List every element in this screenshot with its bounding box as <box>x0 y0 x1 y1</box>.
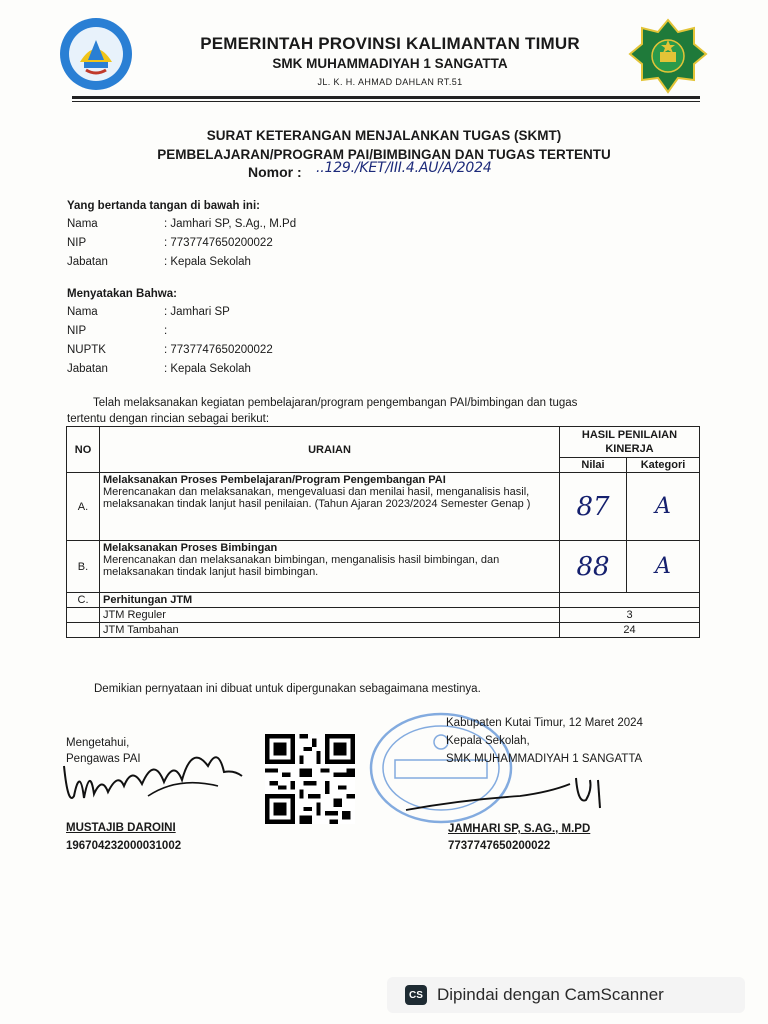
table-row <box>67 623 700 638</box>
row-nilai-handwritten: 88 <box>560 541 627 593</box>
col-kategori: Kategori <box>627 458 700 473</box>
doc-title-line1: SURAT KETERANGAN MENJALANKAN TUGAS (SKMT) <box>206 128 562 143</box>
closing-statement: Demikian pernyataan ini dibuat untuk dipergunakan sebagaimana mestinya. <box>94 683 481 695</box>
tut-wuri-handayani-logo-icon <box>58 16 134 92</box>
performance-table <box>66 426 700 638</box>
row-title: Melaksanakan Proses Bimbingan <box>103 542 278 554</box>
right-sign-school: SMK MUHAMMADIYAH 1 SANGATTA <box>446 753 643 765</box>
right-signature-icon <box>400 770 610 826</box>
row-desc: Merencanakan dan melaksanakan, mengevaluasi dan menilai hasil, menganalisis hasil, melaksanakan tindak lanjut hasil penilaian. (Tahun Ajaran 2023/2024 Semester Genap ) <box>103 486 531 510</box>
signer-nip-label: NIP <box>67 237 87 249</box>
kemenag-logo-icon <box>628 18 708 94</box>
table-row <box>67 593 700 608</box>
nomor-label: Nomor : <box>248 164 302 180</box>
subject-name-value: : Jamhari SP <box>164 306 230 318</box>
jtm-title: Perhitungan JTM <box>100 593 560 608</box>
camscanner-text: Dipindai dengan CamScanner <box>437 985 664 1004</box>
left-signature-icon <box>58 736 248 812</box>
subject-name-label: Nama <box>67 306 98 318</box>
row-nilai-handwritten: 87 <box>560 473 627 541</box>
right-sign-nip: 7737747650200022 <box>448 840 551 852</box>
subject-heading: Menyatakan Bahwa: <box>67 288 177 300</box>
camscanner-logo-icon: CS <box>405 985 427 1005</box>
row-no: C. <box>67 593 100 608</box>
jtm-tambahan-label: JTM Tambahan <box>100 623 560 638</box>
intro-line1: Telah melaksanakan kegiatan pembelajaran/program pengembangan PAI/bimbingan dan tugas <box>93 397 578 409</box>
header-address: JL. K. H. AHMAD DAHLAN RT.51 <box>317 77 463 87</box>
row-uraian <box>100 473 560 541</box>
row-title: Melaksanakan Proses Pembelajaran/Program Pengembangan PAI <box>103 474 446 486</box>
jtm-reguler-value: 3 <box>560 608 700 623</box>
row-kategori-handwritten: A <box>627 473 700 541</box>
nomor-handwritten: ..129./KET/III.4.AU/A/2024 <box>316 160 492 176</box>
right-sign-role: Kepala Sekolah, <box>446 735 530 747</box>
doc-title-line2: PEMBELAJARAN/PROGRAM PAI/BIMBINGAN DAN TUGAS TERTENTU <box>157 147 611 162</box>
signer-nip-value: : 7737747650200022 <box>164 237 273 249</box>
signer-heading: Yang bertanda tangan di bawah ini: <box>67 200 260 212</box>
row-kategori-handwritten: A <box>627 541 700 593</box>
right-sign-name: JAMHARI SP, S.AG., M.PD <box>448 823 591 835</box>
table-row <box>67 608 700 623</box>
header-school: SMK MUHAMMADIYAH 1 SANGATTA <box>272 56 508 71</box>
jtm-tambahan-value: 24 <box>560 623 700 638</box>
subject-jabatan-label: Jabatan <box>67 363 108 375</box>
right-sign-place-date: Kabupaten Kutai Timur, 12 Maret 2024 <box>446 717 643 729</box>
subject-nuptk-value: : 7737747650200022 <box>164 344 273 356</box>
subject-nuptk-label: NUPTK <box>67 344 106 356</box>
left-sign-line2: Pengawas PAI <box>66 753 141 765</box>
row-no: A. <box>67 473 100 541</box>
subject-nip-value: : <box>164 325 168 337</box>
table-row <box>67 473 700 541</box>
col-no: NO <box>67 427 100 473</box>
col-uraian: URAIAN <box>100 427 560 473</box>
left-sign-line1: Mengetahui, <box>66 737 130 749</box>
left-sign-nip: 196704232000031002 <box>66 840 182 852</box>
intro-line2: tertentu dengan rincian sebagai berikut: <box>67 413 270 425</box>
qr-code-icon[interactable] <box>265 734 355 824</box>
row-no: B. <box>67 541 100 593</box>
table-row <box>67 541 700 593</box>
signer-jabatan-value: : Kepala Sekolah <box>164 256 251 268</box>
signer-name-value: : Jamhari SP, S.Ag., M.Pd <box>164 218 297 230</box>
header-rule-thick <box>72 96 700 99</box>
col-hasil: HASIL PENILAIAN KINERJA <box>560 427 700 458</box>
header-rule-thin <box>72 101 700 102</box>
subject-jabatan-value: : Kepala Sekolah <box>164 363 251 375</box>
row-uraian <box>100 541 560 593</box>
header-province: PEMERINTAH PROVINSI KALIMANTAN TIMUR <box>200 34 580 53</box>
left-sign-name: MUSTAJIB DAROINI <box>66 822 176 834</box>
signer-name-label: Nama <box>67 218 98 230</box>
camscanner-watermark <box>387 977 745 1013</box>
row-desc: Merencanakan dan melaksanakan bimbingan, menganalisis hasil bimbingan, dan melaksanakan tindak lanjut hasil bimbingan. <box>103 554 500 578</box>
jtm-reguler-label: JTM Reguler <box>100 608 560 623</box>
signer-jabatan-label: Jabatan <box>67 256 108 268</box>
col-nilai: Nilai <box>560 458 627 473</box>
subject-nip-label: NIP <box>67 325 87 337</box>
